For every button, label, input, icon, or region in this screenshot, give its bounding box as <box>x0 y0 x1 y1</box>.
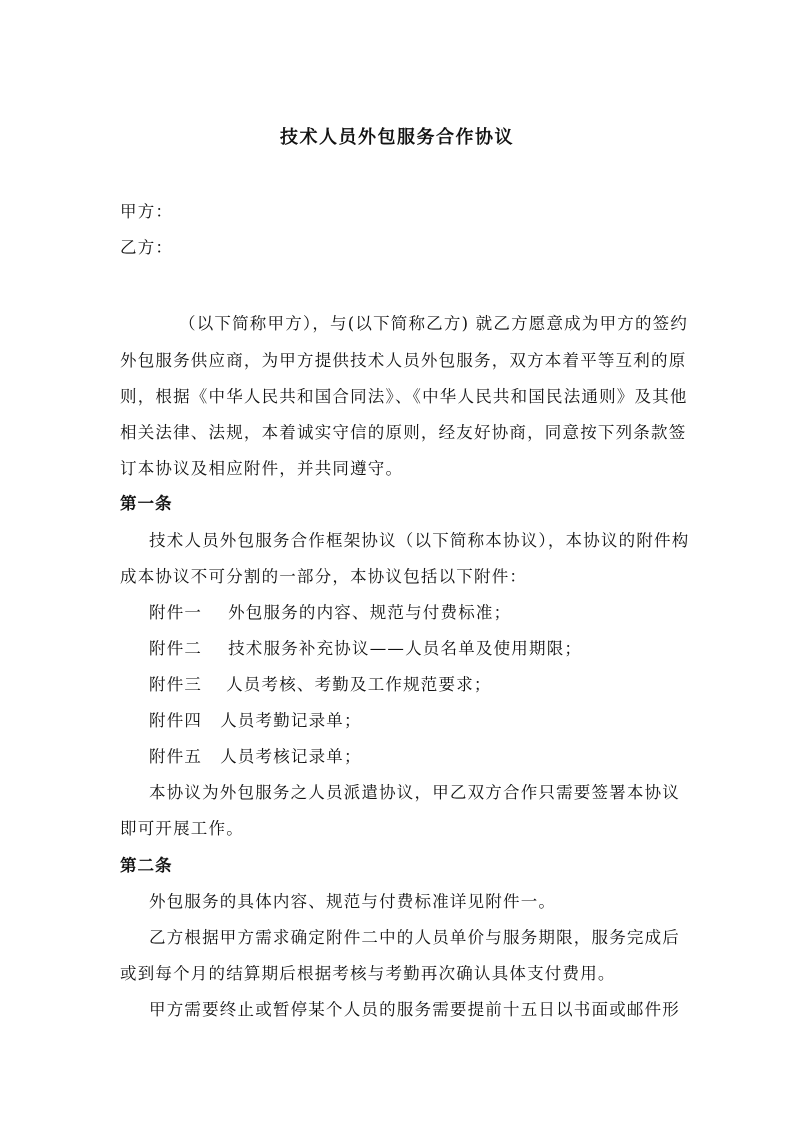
document-title: 技术人员外包服务合作协议 <box>280 127 514 148</box>
article-1-closing-line: 本协议为外包服务之人员派遣协议，甲乙双方合作只需要签署本协议 <box>149 783 680 802</box>
annex-text: 外包服务的内容、规范与付费标准； <box>228 603 512 622</box>
annex-text: 人员考勤记录单； <box>220 711 362 730</box>
annex-text: 技术服务补充协议——人员名单及使用期限； <box>228 639 583 658</box>
annex-item <box>149 637 739 661</box>
annex-text: 人员考核记录单； <box>220 747 362 766</box>
article-2-paragraph-line: 乙方根据甲方需求确定附件二中的人员单价与服务期限，服务完成后 <box>149 928 680 947</box>
party-a-label: 甲方： <box>120 202 174 221</box>
preamble-line: 相关法律、法规，本着诚实守信的原则，经友好协商，同意按下列条款签 <box>120 423 687 442</box>
annex-label: 附件四 <box>149 711 203 730</box>
annex-item <box>149 601 739 625</box>
article-1-intro-line: 技术人员外包服务合作框架协议（以下简称本协议），本协议的附件构 <box>149 531 690 550</box>
party-b-label: 乙方： <box>120 238 174 257</box>
article-1-closing-line: 即可开展工作。 <box>120 819 244 838</box>
annex-text: 人员考核、考勤及工作规范要求； <box>226 675 492 694</box>
article-2-heading: 第二条 <box>120 856 173 875</box>
preamble-line: 订本协议及相应附件，并共同遵守。 <box>120 459 404 478</box>
article-1-heading: 第一条 <box>120 494 173 513</box>
annex-item <box>149 673 739 697</box>
preamble-line: （以下简称甲方），与(以下简称乙方) 就乙方愿意成为甲方的签约 <box>179 314 689 333</box>
article-2-paragraph-line: 外包服务的具体内容、规范与付费标准详见附件一。 <box>149 892 557 911</box>
article-1-intro-line: 成本协议不可分割的一部分，本协议包括以下附件： <box>120 567 528 586</box>
preamble-line: 则，根据《中华人民共和国合同法》、《中华人民共和国民法通则》及其他 <box>120 387 688 406</box>
annex-label: 附件一 <box>149 603 203 622</box>
annex-label: 附件五 <box>149 747 203 766</box>
preamble-line: 外包服务供应商，为甲方提供技术人员外包服务，双方本着平等互利的原 <box>120 351 687 370</box>
annex-item <box>149 709 739 733</box>
annex-label: 附件三 <box>149 675 203 694</box>
annex-label: 附件二 <box>149 639 203 658</box>
article-2-paragraph-line: 甲方需要终止或暂停某个人员的服务需要提前十五日以书面或邮件形 <box>149 1000 680 1019</box>
annex-item <box>149 745 739 769</box>
article-2-paragraph-line: 或到每个月的结算期后根据考核与考勤再次确认具体支付费用。 <box>120 964 616 983</box>
